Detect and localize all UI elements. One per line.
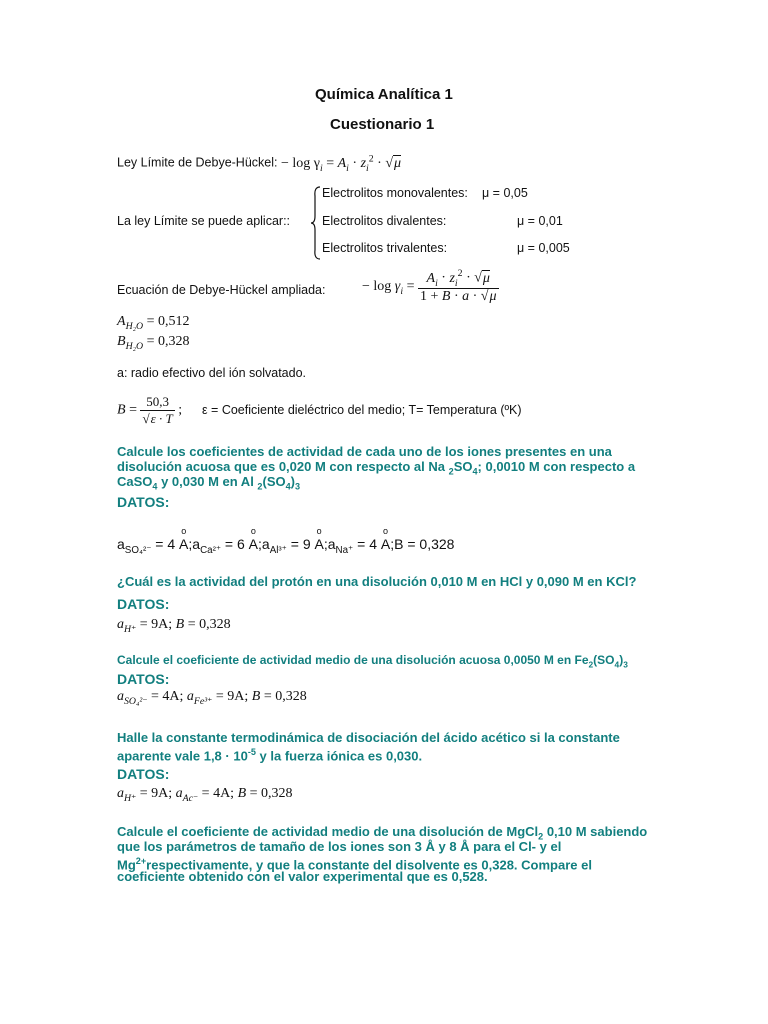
question-1-data: $a_{SO_4^{2-}} = 4$ o $A;a_{Ca^{2+}} = 6$ o $A;a_{Al^{3+}} = 9$ o $A;a_{Na^+} = 4$ o A;B = 0,328 xyxy=(117,536,454,556)
limit-law xyxy=(117,153,401,173)
question-5-line-2: que los parámetros de tamaño de los iones son 3 Å y 8 Å para el Cl- y el xyxy=(117,839,562,854)
applicable-label: La ley Límite se puede aplicar:: xyxy=(117,214,291,228)
question-1-datos: DATOS: xyxy=(117,494,170,510)
case-monovalent-mu: μ = 0,05 xyxy=(482,186,528,200)
epsilon-text: ε = Coeficiente dieléctrico del medio; T= Temperatura (ºK) xyxy=(202,403,522,417)
course-title: Química Analítica 1 xyxy=(315,86,453,103)
limit-law-label: Ley Límite de Debye-Hückel: xyxy=(117,155,278,170)
question-2-text: ¿Cuál es la actividad del protón en una disolución 0,010 M en HCl y 0,090 M en KCl? xyxy=(117,574,637,589)
case-divalent-mu: μ = 0,01 xyxy=(517,214,563,228)
question-1-line-2: disolución acuosa que es 0,020 M con respecto al Na $_2SO_4$; 0,0010 M con respecto a xyxy=(117,459,636,477)
question-4-data: $a_{H^+} = 9A$; $a_{Ac^-} = 4A$; B = 0,328 xyxy=(117,786,293,804)
brace-icon xyxy=(311,186,321,260)
question-5-line-1: Calcule el coeficiente de actividad medio de una disolución de MgCl$_2$ 0,10 M sabiendo xyxy=(117,824,648,842)
case-trivalent-mu: μ = 0,005 xyxy=(517,241,570,255)
b-formula: B = $\frac{50,3}{√\varepsilon \cdot T}$ ; xyxy=(117,394,183,426)
question-4-line-1: Halle la constante termodinámica de disociación del ácido acético si la constante xyxy=(117,730,620,745)
case-monovalent: Electrolitos monovalentes: xyxy=(322,186,468,200)
question-2-datos: DATOS: xyxy=(117,596,170,612)
question-5-line-4: coeficiente obtenido con el valor experimental que es 0,528. xyxy=(117,869,488,884)
question-3-data: $a_{SO_4^{2-}} = 4A$; $a_{Fe^{3+}} = 9A$; B = 0,328 xyxy=(117,689,307,707)
question-4-datos: DATOS: xyxy=(117,766,170,782)
a-constant: $A_{H_2O} = 0,512$ xyxy=(117,314,190,332)
limit-law-formula: − $\log \gamma_i = A_i \cdot z_i^2 \cdot √\mu$ xyxy=(280,153,402,174)
question-2-data: $a_{H^+} = 9A$; B = 0,328 xyxy=(117,617,231,635)
extended-label: Ecuación de Debye-Hückel ampliada: xyxy=(117,283,326,297)
question-1-line-3: CaSO$_4$ y 0,030 M en Al $_2(SO_4)_3$ xyxy=(117,474,301,492)
case-divalent: Electrolitos divalentes: xyxy=(322,214,447,228)
question-3-datos: DATOS: xyxy=(117,671,170,687)
quiz-title: Cuestionario 1 xyxy=(330,116,435,133)
a-definition: a: radio efectivo del ión solvatado. xyxy=(117,366,307,380)
extended-formula: − $\log \gamma_i$ = $\frac{A_i \cdot z_i^2 \cdot √\mu}{1 + B \cdot a \cdot √\mu}$ xyxy=(362,268,497,305)
question-1-line-1: Calcule los coeficientes de actividad de cada uno de los iones presentes en una xyxy=(117,444,612,459)
question-3-text: Calcule el coeficiente de actividad medio de una disolución acuosa 0,0050 M en $Fe_2(SO_4)_3$ xyxy=(117,653,628,670)
question-5-line-3: $Mg^{2+}respectivamente$, y que la constante del disolvente es 0,328. Compare el xyxy=(117,856,592,873)
b-constant: $B_{H_2O} = 0,328$ xyxy=(117,334,190,352)
case-trivalent: Electrolitos trivalentes: xyxy=(322,241,448,255)
question-4-line-2: aparente vale $1,8 \cdot 10^{-5}$ y la fuerza iónica es 0,030. xyxy=(117,747,423,764)
